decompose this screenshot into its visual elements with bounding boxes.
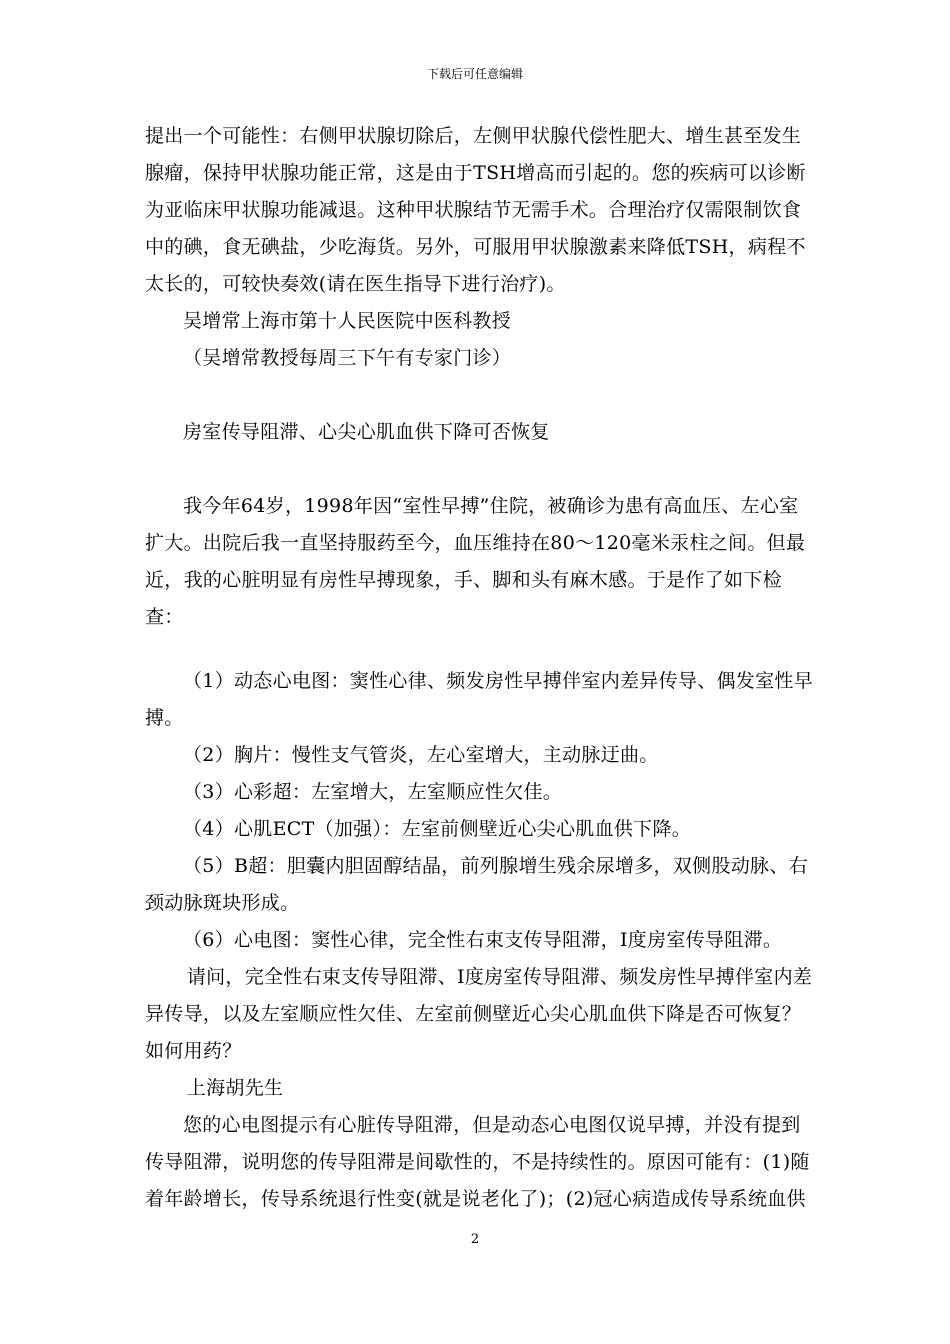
document-body	[145, 118, 813, 1218]
exam-item-6: （6）心电图：窦性心律，完全性右束支传导阻滞，I度房室传导阻滞。	[183, 929, 783, 951]
paragraph-asker: 上海胡先生	[186, 1077, 284, 1099]
exam-item-5: （5）B超：胆囊内胆固醇结晶，前列腺增生残余尿增多，双侧股动脉、右颈动脉斑块形成。	[145, 855, 808, 914]
section-title: 房室传导阻滞、心尖心肌血供下降可否恢复	[183, 421, 550, 443]
paragraph-diagnosis: 提出一个可能性：右侧甲状腺切除后，左侧甲状腺代偿性肥大、增生甚至发生腺瘤，保持甲状腺功能正常，这是由于TSH增高而引起的。您的疾病可以诊断为亚临床甲状腺功能减退。这种甲状腺结节无需手术。合理治疗仅需限制饮食中的碘，食无碘盐，少吃海货。另外，可服用甲状腺激素来降低TSH，病程不太长的，可较快奏效(请在医生指导下进行治疗)。	[145, 125, 806, 295]
paragraph-clinic-note: （吴增常教授每周三下午有专家门诊）	[183, 347, 512, 369]
page-header: 下载后可任意编辑	[426, 67, 523, 81]
exam-item-2: （2）胸片：慢性支气管炎，左心室增大，主动脉迂曲。	[183, 744, 659, 766]
paragraph-author: 吴增常上海市第十人民医院中医科教授	[183, 310, 512, 332]
paragraph-question-intro: 我今年64岁，1998年因“室性早搏”住院，被确诊为患有高血压、左心室扩大。出院后我一直坚持服药至今，血压维持在80～120毫米汞柱之间。但最近，我的心脏明显有房性早搏现象，手、脚和头有麻木感。于是作了如下检查：	[145, 495, 806, 628]
paragraph-answer: 您的心电图提示有心脏传导阻滞，但是动态心电图仅说早搏，并没有提到传导阻滞，说明您的传导阻滞是间歇性的，不是持续性的。原因可能有：(1)随着年龄增长，传导系统退行性变(就是说老化了)；(2)冠心病造成传导系统血供	[145, 1114, 810, 1210]
exam-item-4: （4）心肌ECT（加强）：左室前侧壁近心尖心肌血供下降。	[183, 818, 692, 840]
exam-item-1: （1）动态心电图：窦性心律、频发房性早搏伴室内差异传导、偶发室性早搏。	[145, 670, 813, 729]
paragraph-question: 请问，完全性右束支传导阻滞、I度房室传导阻滞、频发房性早搏伴室内差异传导，以及左室顺应性欠佳、左室前侧壁近心尖心肌血供下降是否可恢复？如何用药？	[145, 966, 813, 1062]
exam-item-3: （3）心彩超：左室增大，左室顺应性欠佳。	[183, 781, 563, 803]
page-number: 2	[470, 1232, 480, 1247]
